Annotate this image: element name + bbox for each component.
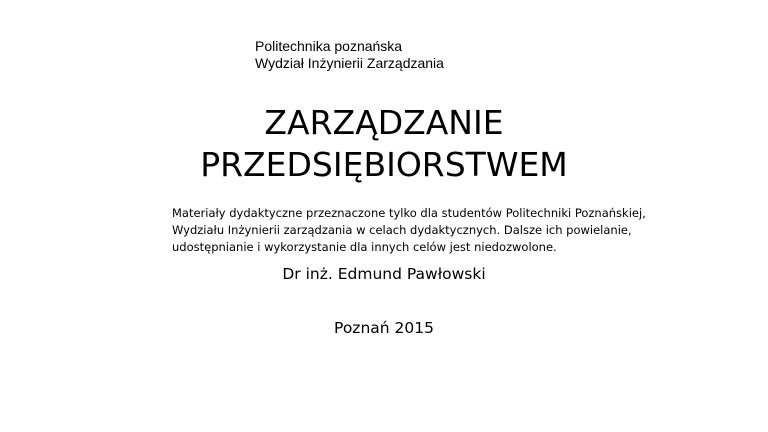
- university-name: Politechnika poznańska: [255, 38, 403, 54]
- author-name: Dr inż. Edmund Pawłowski: [282, 265, 486, 283]
- title-line-2: PRZEDSIĘBIORSTWEM: [200, 145, 568, 184]
- slide-title: [0, 102, 768, 186]
- faculty-name: Wydział Inżynierii Zarządzania: [255, 55, 444, 71]
- title-line-1: ZARZĄDZANIE: [264, 103, 504, 142]
- institution-header: [255, 38, 444, 72]
- disclaimer-line: udostępnianie i wykorzystanie dla innych celów jest niedozwolone.: [172, 240, 557, 254]
- disclaimer-line: Wydziału Inżynierii zarządzania w celach dydaktycznych. Dalsze ich powielanie,: [172, 223, 632, 237]
- disclaimer-line: Materiały dydaktyczne przeznaczone tylko dla studentów Politechniki Poznańskiej,: [172, 206, 646, 220]
- copyright-disclaimer: [172, 205, 692, 256]
- place-and-date: Poznań 2015: [334, 319, 434, 337]
